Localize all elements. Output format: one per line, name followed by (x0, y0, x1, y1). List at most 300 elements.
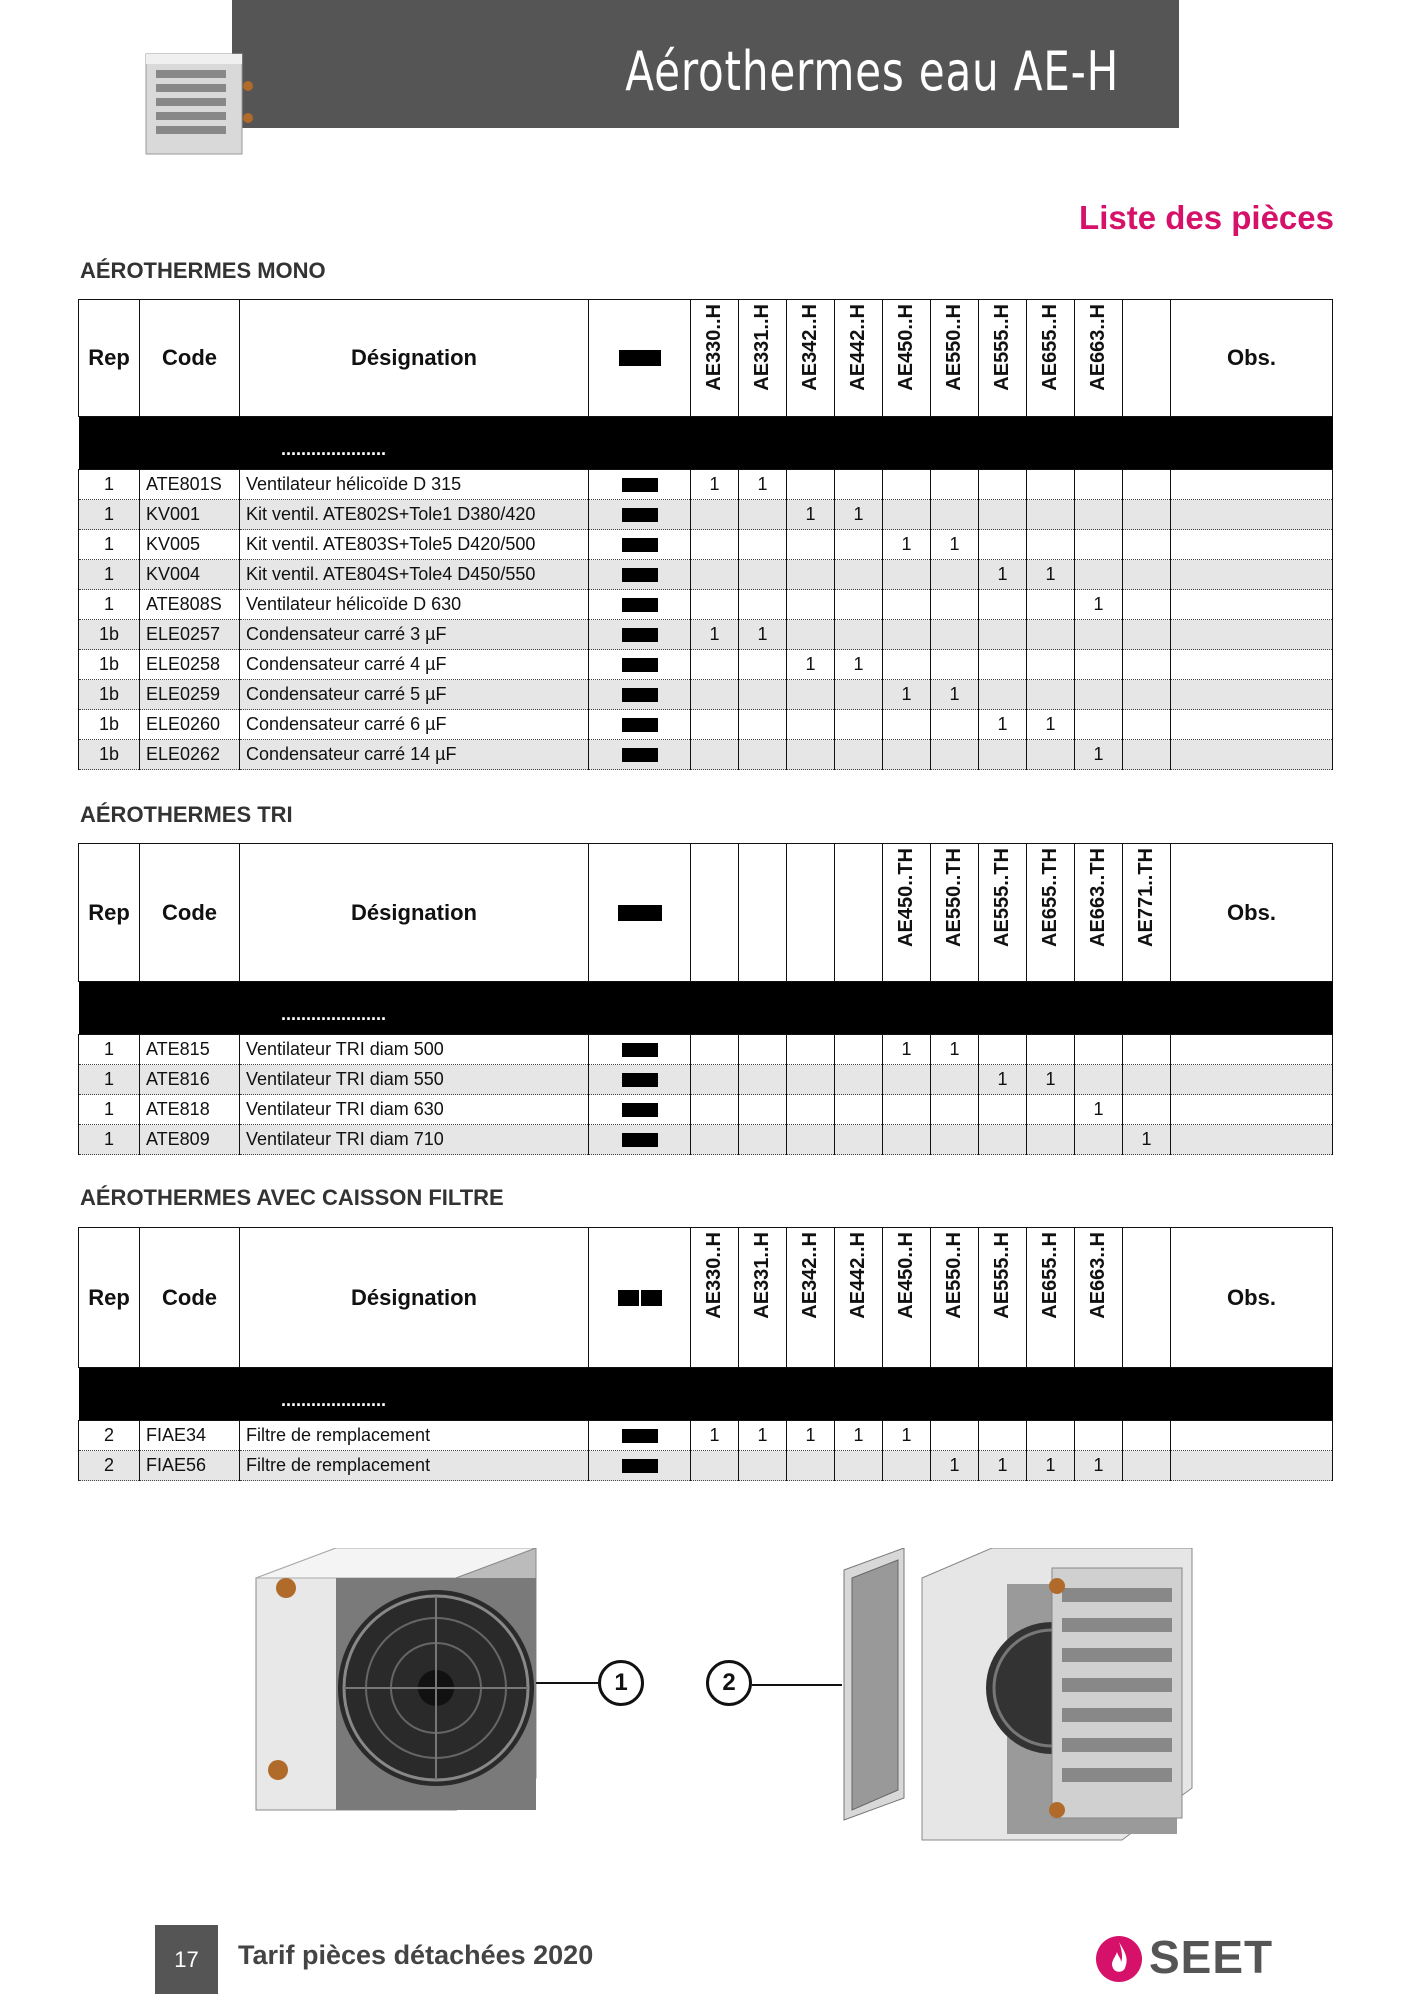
cell-quantity (787, 710, 835, 740)
cell-designation: Condensateur carré 5 µF (240, 680, 589, 710)
cell-rep: 1b (79, 740, 140, 770)
cell-quantity (691, 1065, 739, 1095)
cell-quantity: 1 (739, 1421, 787, 1451)
redacted-price (622, 1043, 658, 1057)
cell-quantity (787, 470, 835, 500)
cell-quantity: 1 (739, 470, 787, 500)
cell-quantity (883, 710, 931, 740)
header-model (1123, 1228, 1171, 1368)
cell-quantity (883, 740, 931, 770)
cell-quantity (979, 740, 1027, 770)
cell-code: KV005 (140, 530, 240, 560)
cell-quantity (1075, 500, 1123, 530)
band-dots: ..................... (79, 417, 589, 470)
redacted-price (622, 688, 658, 702)
cell-quantity (835, 680, 883, 710)
cell-quantity (787, 620, 835, 650)
cell-price-redacted (589, 560, 691, 590)
redacted-price (622, 1103, 658, 1117)
cell-quantity (739, 1065, 787, 1095)
unit-heater-fan-illustration (246, 1548, 646, 1828)
cell-quantity (1027, 590, 1075, 620)
header-model: AE550..H (931, 1228, 979, 1368)
cell-quantity (787, 1065, 835, 1095)
cell-quantity (1027, 620, 1075, 650)
redacted-price (622, 748, 658, 762)
redacted-price (622, 568, 658, 582)
header-model: AE330..H (691, 1228, 739, 1368)
cell-quantity: 1 (1075, 740, 1123, 770)
black-band-row (79, 982, 1333, 1035)
cell-quantity (883, 620, 931, 650)
cell-designation: Filtre de remplacement (240, 1451, 589, 1481)
cell-quantity: 1 (979, 1451, 1027, 1481)
parts-table-filtre (78, 1227, 1333, 1481)
cell-quantity (835, 740, 883, 770)
cell-quantity (691, 530, 739, 560)
header-model: AE555..TH (979, 844, 1027, 982)
cell-price-redacted (589, 530, 691, 560)
header-model: AE442..H (835, 300, 883, 417)
cell-quantity (883, 1125, 931, 1155)
footer-text: Tarif pièces détachées 2020 (238, 1940, 594, 1970)
cell-quantity (739, 650, 787, 680)
cell-price-redacted (589, 1125, 691, 1155)
cell-quantity (1027, 1035, 1075, 1065)
header-code: Code (140, 1228, 240, 1368)
cell-quantity: 1 (931, 1451, 979, 1481)
cell-quantity (1027, 650, 1075, 680)
cell-quantity (1123, 680, 1171, 710)
redacted-price (622, 658, 658, 672)
cell-quantity: 1 (979, 710, 1027, 740)
header-model (787, 844, 835, 982)
callout-1: 1 (598, 1660, 644, 1706)
cell-quantity (691, 1125, 739, 1155)
header-model: AE450..H (883, 300, 931, 417)
redacted-price (622, 718, 658, 732)
cell-quantity (691, 560, 739, 590)
header-model: AE550..TH (931, 844, 979, 982)
cell-quantity (1123, 620, 1171, 650)
flame-logo-icon (1095, 1930, 1143, 1984)
cell-quantity: 1 (835, 650, 883, 680)
table-row (79, 1421, 1333, 1451)
cell-quantity (979, 1095, 1027, 1125)
cell-quantity (1123, 1451, 1171, 1481)
cell-quantity (835, 1125, 883, 1155)
cell-obs (1171, 560, 1333, 590)
header-model: AE555..H (979, 300, 1027, 417)
header-model: AE550..H (931, 300, 979, 417)
header-code: Code (140, 300, 240, 417)
table-row (79, 1095, 1333, 1125)
cell-quantity (835, 1451, 883, 1481)
cell-quantity (787, 1095, 835, 1125)
cell-designation: Kit ventil. ATE802S+Tole1 D380/420 (240, 500, 589, 530)
cell-obs (1171, 740, 1333, 770)
cell-quantity: 1 (691, 1421, 739, 1451)
cell-quantity (787, 530, 835, 560)
cell-designation: Ventilateur TRI diam 630 (240, 1095, 589, 1125)
cell-code: ELE0260 (140, 710, 240, 740)
cell-quantity: 1 (979, 1065, 1027, 1095)
cell-quantity: 1 (883, 1035, 931, 1065)
section-title-tri: AÉROTHERMES TRI (80, 802, 293, 827)
cell-quantity (931, 1065, 979, 1095)
header-model: AE450..TH (883, 844, 931, 982)
header-model: AE555..H (979, 1228, 1027, 1368)
cell-quantity: 1 (883, 680, 931, 710)
cell-quantity (1075, 560, 1123, 590)
cell-code: ATE801S (140, 470, 240, 500)
header-obs: Obs. (1171, 300, 1333, 417)
redacted-price (622, 508, 658, 522)
cell-quantity (1075, 470, 1123, 500)
cell-quantity (787, 590, 835, 620)
cell-quantity: 1 (1027, 560, 1075, 590)
cell-quantity (1123, 530, 1171, 560)
cell-obs (1171, 1125, 1333, 1155)
table-row (79, 710, 1333, 740)
parts-table-tri (78, 843, 1333, 1155)
cell-code: ELE0258 (140, 650, 240, 680)
table-row (79, 1451, 1333, 1481)
callout-2: 2 (706, 1660, 752, 1706)
table-row (79, 1125, 1333, 1155)
cell-code: ATE809 (140, 1125, 240, 1155)
cell-quantity (691, 710, 739, 740)
cell-code: ELE0262 (140, 740, 240, 770)
cell-obs (1171, 710, 1333, 740)
cell-quantity (883, 1095, 931, 1125)
header-model: AE663..H (1075, 1228, 1123, 1368)
cell-designation: Ventilateur hélicoïde D 315 (240, 470, 589, 500)
redacted-price (622, 538, 658, 552)
cell-rep: 1b (79, 710, 140, 740)
cell-rep: 1 (79, 1065, 140, 1095)
table-header-row (79, 844, 1333, 982)
header-code: Code (140, 844, 240, 982)
cell-obs (1171, 680, 1333, 710)
cell-quantity (1027, 530, 1075, 560)
black-band-row (79, 1368, 1333, 1421)
cell-quantity (739, 710, 787, 740)
cell-quantity (979, 1421, 1027, 1451)
cell-obs (1171, 1421, 1333, 1451)
cell-price-redacted (589, 500, 691, 530)
cell-price-redacted (589, 620, 691, 650)
cell-obs (1171, 530, 1333, 560)
cell-code: FIAE56 (140, 1451, 240, 1481)
header-price-redacted (589, 300, 691, 417)
cell-quantity (1075, 620, 1123, 650)
cell-quantity: 1 (1123, 1125, 1171, 1155)
cell-rep: 2 (79, 1421, 140, 1451)
cell-quantity (835, 470, 883, 500)
cell-quantity (1027, 470, 1075, 500)
cell-rep: 1 (79, 1035, 140, 1065)
cell-quantity (1027, 1095, 1075, 1125)
table-row (79, 560, 1333, 590)
cell-quantity (931, 740, 979, 770)
table-row (79, 530, 1333, 560)
redacted-price (622, 478, 658, 492)
cell-quantity: 1 (1075, 590, 1123, 620)
cell-quantity (739, 1451, 787, 1481)
table-row (79, 470, 1333, 500)
cell-quantity: 1 (691, 470, 739, 500)
header-price-redacted (589, 844, 691, 982)
cell-designation: Filtre de remplacement (240, 1421, 589, 1451)
cell-code: FIAE34 (140, 1421, 240, 1451)
cell-quantity (931, 1095, 979, 1125)
cell-quantity (1075, 1421, 1123, 1451)
cell-quantity (787, 1451, 835, 1481)
header-designation: Désignation (240, 1228, 589, 1368)
cell-quantity (1027, 1125, 1075, 1155)
cell-price-redacted (589, 1421, 691, 1451)
header-model: AE663..TH (1075, 844, 1123, 982)
cell-code: ATE816 (140, 1065, 240, 1095)
cell-code: KV004 (140, 560, 240, 590)
cell-quantity: 1 (1075, 1451, 1123, 1481)
cell-quantity (1027, 500, 1075, 530)
cell-quantity: 1 (931, 680, 979, 710)
cell-rep: 1 (79, 1125, 140, 1155)
cell-code: ATE815 (140, 1035, 240, 1065)
header-model: AE330..H (691, 300, 739, 417)
cell-quantity (883, 500, 931, 530)
header-model: AE331..H (739, 1228, 787, 1368)
cell-quantity: 1 (835, 1421, 883, 1451)
cell-price-redacted (589, 1095, 691, 1125)
cell-rep: 1b (79, 620, 140, 650)
cell-obs (1171, 620, 1333, 650)
cell-quantity (787, 560, 835, 590)
page-title: Aérothermes eau AE-H (625, 40, 1119, 103)
cell-designation: Ventilateur TRI diam 710 (240, 1125, 589, 1155)
unit-heater-icon (140, 48, 258, 160)
header-obs: Obs. (1171, 1228, 1333, 1368)
cell-rep: 1b (79, 680, 140, 710)
redacted-price (622, 1133, 658, 1147)
cell-quantity (691, 590, 739, 620)
cell-quantity (1123, 590, 1171, 620)
table-row (79, 500, 1333, 530)
cell-quantity: 1 (691, 620, 739, 650)
cell-quantity (979, 590, 1027, 620)
cell-quantity: 1 (1027, 1451, 1075, 1481)
cell-quantity: 1 (787, 500, 835, 530)
table-row (79, 620, 1333, 650)
cell-rep: 1 (79, 500, 140, 530)
header-rep: Rep (79, 844, 140, 982)
cell-quantity (1123, 1095, 1171, 1125)
header-model: AE442..H (835, 1228, 883, 1368)
cell-quantity (1123, 1035, 1171, 1065)
header-rep: Rep (79, 300, 140, 417)
cell-quantity (739, 1125, 787, 1155)
cell-obs (1171, 590, 1333, 620)
header-model: AE655..H (1027, 300, 1075, 417)
cell-quantity (931, 560, 979, 590)
cell-quantity (835, 590, 883, 620)
cell-designation: Kit ventil. ATE804S+Tole4 D450/550 (240, 560, 589, 590)
cell-quantity (931, 710, 979, 740)
parts-table-mono (78, 299, 1333, 770)
cell-quantity (931, 650, 979, 680)
cell-quantity (1123, 470, 1171, 500)
header-model: AE342..H (787, 1228, 835, 1368)
band-dots: ..................... (79, 1368, 589, 1421)
cell-quantity (1123, 650, 1171, 680)
cell-price-redacted (589, 470, 691, 500)
redacted-price (622, 1459, 658, 1473)
redacted-price (622, 1073, 658, 1087)
cell-designation: Condensateur carré 14 µF (240, 740, 589, 770)
cell-quantity (979, 470, 1027, 500)
cell-price-redacted (589, 710, 691, 740)
header-model: AE655..TH (1027, 844, 1075, 982)
cell-quantity (787, 740, 835, 770)
table-row (79, 680, 1333, 710)
brand-logo (1095, 1930, 1273, 1984)
page-subtitle: Liste des pièces (1079, 199, 1334, 236)
cell-quantity (883, 560, 931, 590)
cell-rep: 1 (79, 590, 140, 620)
cell-obs (1171, 650, 1333, 680)
cell-quantity (931, 620, 979, 650)
cell-quantity (691, 680, 739, 710)
table-row (79, 650, 1333, 680)
header-bar (232, 0, 1179, 128)
header-model: AE342..H (787, 300, 835, 417)
cell-quantity (835, 560, 883, 590)
cell-rep: 1 (79, 560, 140, 590)
cell-quantity: 1 (787, 1421, 835, 1451)
table-row (79, 1065, 1333, 1095)
cell-price-redacted (589, 590, 691, 620)
cell-rep: 1b (79, 650, 140, 680)
cell-quantity (931, 500, 979, 530)
cell-price-redacted (589, 740, 691, 770)
cell-code: KV001 (140, 500, 240, 530)
table-row (79, 590, 1333, 620)
cell-quantity: 1 (883, 1421, 931, 1451)
cell-quantity (979, 650, 1027, 680)
redacted-price (622, 628, 658, 642)
header-model: AE655..H (1027, 1228, 1075, 1368)
cell-quantity (739, 740, 787, 770)
cell-quantity (883, 1451, 931, 1481)
table-header-row (79, 300, 1333, 417)
cell-quantity (691, 650, 739, 680)
cell-quantity (739, 530, 787, 560)
cell-quantity (883, 650, 931, 680)
cell-quantity (835, 1065, 883, 1095)
header-rep: Rep (79, 1228, 140, 1368)
cell-quantity (931, 1125, 979, 1155)
cell-quantity (1123, 1065, 1171, 1095)
cell-quantity: 1 (931, 1035, 979, 1065)
cell-quantity (691, 1035, 739, 1065)
cell-quantity (979, 680, 1027, 710)
cell-quantity (1075, 710, 1123, 740)
cell-quantity (1123, 740, 1171, 770)
cell-quantity (787, 1035, 835, 1065)
header-designation: Désignation (240, 300, 589, 417)
cell-rep: 1 (79, 1095, 140, 1125)
cell-quantity: 1 (979, 560, 1027, 590)
cell-quantity (931, 590, 979, 620)
cell-quantity: 1 (931, 530, 979, 560)
cell-quantity (1027, 740, 1075, 770)
cell-quantity (691, 740, 739, 770)
cell-quantity (1075, 650, 1123, 680)
cell-price-redacted (589, 1451, 691, 1481)
cell-rep: 2 (79, 1451, 140, 1481)
cell-quantity (691, 1451, 739, 1481)
cell-quantity: 1 (739, 620, 787, 650)
cell-price-redacted (589, 1035, 691, 1065)
cell-quantity (931, 1421, 979, 1451)
band-dots: ..................... (79, 982, 589, 1035)
cell-quantity (883, 590, 931, 620)
cell-designation: Ventilateur TRI diam 550 (240, 1065, 589, 1095)
cell-quantity (979, 1035, 1027, 1065)
cell-quantity (979, 500, 1027, 530)
header-designation: Désignation (240, 844, 589, 982)
cell-quantity (1123, 500, 1171, 530)
cell-obs (1171, 1035, 1333, 1065)
cell-code: ATE808S (140, 590, 240, 620)
cell-quantity (883, 470, 931, 500)
cell-quantity: 1 (883, 530, 931, 560)
cell-quantity (739, 590, 787, 620)
cell-rep: 1 (79, 470, 140, 500)
black-band-row (79, 417, 1333, 470)
cell-quantity: 1 (787, 650, 835, 680)
header-model: AE450..H (883, 1228, 931, 1368)
cell-quantity (1075, 1065, 1123, 1095)
cell-quantity (739, 560, 787, 590)
cell-quantity (883, 1065, 931, 1095)
cell-quantity (1075, 1035, 1123, 1065)
cell-quantity (835, 530, 883, 560)
cell-quantity (1027, 680, 1075, 710)
cell-quantity (835, 1035, 883, 1065)
cell-quantity (1123, 710, 1171, 740)
cell-quantity: 1 (1027, 1065, 1075, 1095)
cell-quantity (835, 710, 883, 740)
cell-obs (1171, 470, 1333, 500)
cell-quantity (1075, 530, 1123, 560)
brand-name: SEET (1149, 1931, 1274, 1983)
cell-rep: 1 (79, 530, 140, 560)
cell-price-redacted (589, 650, 691, 680)
table-row (79, 1035, 1333, 1065)
cell-obs (1171, 1451, 1333, 1481)
header-model: AE771..TH (1123, 844, 1171, 982)
section-title-filtre: AÉROTHERMES AVEC CAISSON FILTRE (80, 1185, 504, 1210)
header-price-redacted (589, 1228, 691, 1368)
cell-quantity (979, 530, 1027, 560)
header-obs: Obs. (1171, 844, 1333, 982)
cell-designation: Condensateur carré 4 µF (240, 650, 589, 680)
header-model (691, 844, 739, 982)
cell-quantity (979, 620, 1027, 650)
